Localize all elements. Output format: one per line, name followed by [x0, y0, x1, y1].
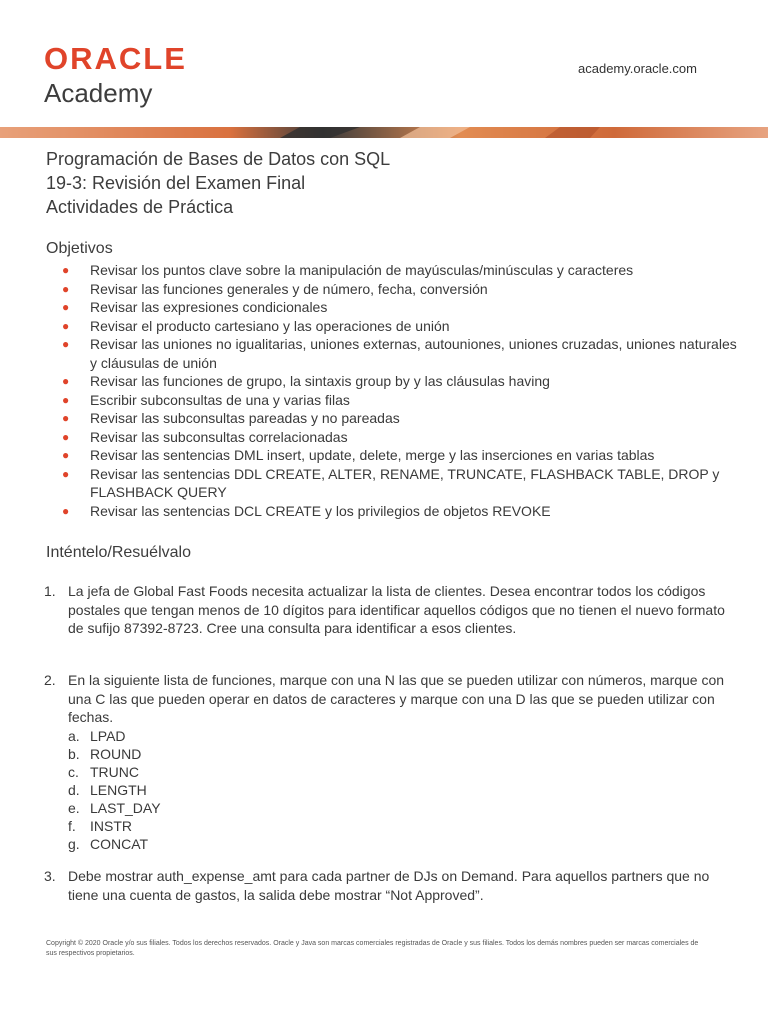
question-1 [44, 582, 734, 638]
bullet-icon: ● [62, 503, 70, 518]
bullet-icon: ● [62, 374, 70, 388]
bullet-icon: ● [62, 429, 70, 444]
list-item: ● Revisar las subconsultas correlacionadas [62, 428, 348, 445]
list-item: ● Revisar el producto cartesiano y las operaciones de unión [62, 317, 450, 334]
bullet-icon: ● [62, 263, 70, 277]
list-item: ● Revisar las funciones de grupo, la sintaxis group by y las cláusulas having [62, 373, 550, 389]
practice-heading: Inténtelo/Resuélvalo [46, 544, 191, 561]
bullet-icon: ● [62, 337, 70, 351]
question-text: Debe mostrar auth_expense_amt para cada partner de DJs on Demand. Para aquellos partners que no tiene una cuenta de gastos, la salida debe mostrar “Not Approved”. [68, 868, 710, 903]
decorative-banner [0, 127, 768, 138]
list-item: ● Revisar los puntos clave sobre la manipulación de mayúsculas/minúsculas y caracteres [62, 262, 634, 278]
question-text: En la siguiente lista de funciones, marque con una N las que se pueden utilizar con números, marque con una C las que pueden operar en datos de caracteres y marque con una D las que se pueden utilizar con fechas. [68, 672, 725, 725]
lesson-title: 19-3: Revisión del Examen Final [46, 173, 306, 193]
list-item: a. LPAD [68, 727, 126, 744]
document-titles [46, 147, 390, 219]
objectives-heading: Objetivos [46, 240, 113, 257]
bullet-icon: ● [62, 318, 70, 333]
question-number: 2. [44, 672, 56, 688]
question-text: La jefa de Global Fast Foods necesita actualizar la lista de clientes. Desea encontrar todos los códigos postales que tengan menos de 10 dígitos para identificar aquellos códigos que no tienen el nuevo formato de sufijo 87392-8723. Cree una consulta para identificar a esos clientes. [68, 583, 725, 636]
logo-sub: Academy [44, 78, 153, 108]
activity-title: Actividades de Práctica [46, 197, 234, 217]
site-url: academy.oracle.com [578, 61, 697, 76]
list-item: ● Revisar las sentencias DDL CREATE, ALTER, RENAME, TRUNCATE, FLASHBACK TABLE, DROP y FLASHBACK QUERY [62, 465, 720, 500]
list-item: d. LENGTH [68, 781, 147, 798]
list-item: g. CONCAT [68, 835, 149, 852]
bullet-icon: ● [62, 411, 70, 425]
course-title: Programación de Bases de Datos con SQL [46, 149, 391, 169]
list-item: ● Revisar las expresiones condicionales [62, 299, 328, 315]
logo-brand: ORACLE [44, 41, 187, 76]
question-2 [44, 671, 734, 853]
function-options [68, 727, 734, 853]
copyright-footer: Copyright © 2020 Oracle y/o sus filiales. Todos los derechos reservados. Oracle y Java son marcas comerciales registradas de Oracle y sus filiales. Todos los demás nombres pueden ser marcas comerciales de sus respectivos propietarios. [46, 940, 699, 957]
objectives-list [60, 261, 740, 520]
question-number: 1. [44, 583, 56, 599]
bullet-icon: ● [62, 448, 70, 462]
bullet-icon: ● [62, 466, 70, 481]
list-item: c. TRUNC [68, 763, 139, 780]
list-item: b. ROUND [68, 745, 142, 762]
list-item: ● Revisar las funciones generales y de número, fecha, conversión [62, 280, 488, 297]
oracle-academy-logo [44, 42, 187, 108]
list-item: ● Escribir subconsultas de una y varias filas [62, 391, 350, 408]
bullet-icon: ● [62, 392, 70, 407]
list-item: ● Revisar las uniones no igualitarias, uniones externas, autouniones, uniones cruzadas, uniones naturales y cláusulas de unión [62, 336, 737, 371]
bullet-icon: ● [62, 281, 70, 296]
question-number: 3. [44, 868, 56, 884]
list-item: ● Revisar las sentencias DML insert, update, delete, merge y las inserciones en varias tablas [62, 447, 655, 463]
list-item: ● Revisar las subconsultas pareadas y no pareadas [62, 410, 400, 426]
question-3 [44, 867, 734, 904]
list-item: e. LAST_DAY [68, 799, 161, 816]
bullet-icon: ● [62, 300, 70, 314]
list-item: ● Revisar las sentencias DCL CREATE y los privilegios de objetos REVOKE [62, 502, 551, 519]
list-item: f. INSTR [68, 817, 132, 834]
